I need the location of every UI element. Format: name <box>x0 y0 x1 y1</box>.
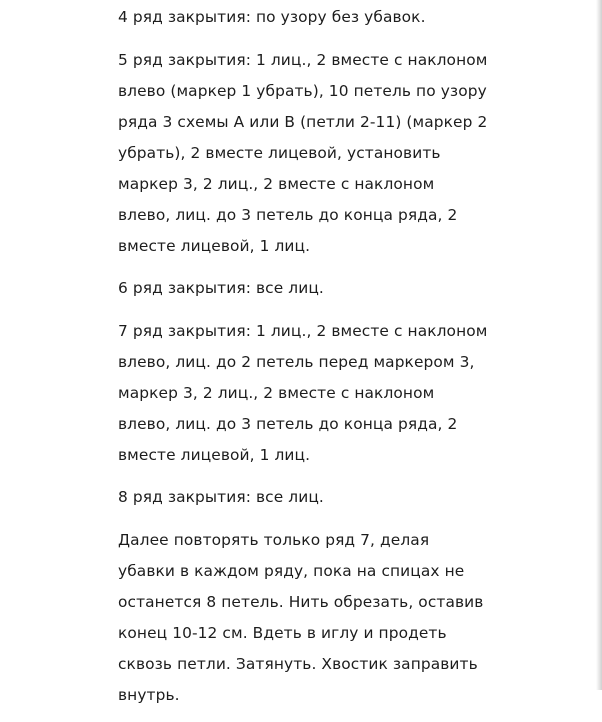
text-line: убавки в каждом ряду, пока на спицах не <box>118 562 465 580</box>
paragraph-row-8 <box>118 482 588 513</box>
paragraph-row-5 <box>118 45 588 262</box>
page-edge-shadow <box>596 0 602 690</box>
paragraph-finishing <box>118 525 588 711</box>
text-line: вместе лицевой, 1 лиц. <box>118 446 311 464</box>
text-line: останется 8 петель. Нить обрезать, оставив <box>118 593 484 611</box>
text-line: 7 ряд закрытия: 1 лиц., 2 вместе с наклоном <box>118 322 488 340</box>
text-line: внутрь. <box>118 686 180 704</box>
text-line: Далее повторять только ряд 7, делая <box>118 531 430 549</box>
text-line: вместе лицевой, 1 лиц. <box>118 237 311 255</box>
paragraph-row-6 <box>118 273 588 304</box>
text-line: убрать), 2 вместе лицевой, установить <box>118 144 441 162</box>
text-line: влево, лиц. до 3 петель до конца ряда, 2 <box>118 206 458 224</box>
paragraph-row-4 <box>118 2 588 33</box>
text-line: маркер 3, 2 лиц., 2 вместе с наклоном <box>118 384 435 402</box>
text-line: сквозь петли. Затянуть. Хвостик заправить <box>118 655 478 673</box>
text-line: 5 ряд закрытия: 1 лиц., 2 вместе с наклоном <box>118 51 488 69</box>
text-line: конец 10-12 см. Вдеть в иглу и продеть <box>118 624 447 642</box>
text-line: ряда 3 схемы А или В (петли 2-11) (маркер 2 <box>118 113 488 131</box>
text-line: влево, лиц. до 2 петель перед маркером 3, <box>118 353 475 371</box>
text-line: 8 ряд закрытия: все лиц. <box>118 488 324 506</box>
paragraph-row-7 <box>118 316 588 471</box>
text-line: 6 ряд закрытия: все лиц. <box>118 279 324 297</box>
instructions-text <box>118 2 588 722</box>
text-line: 4 ряд закрытия: по узору без убавок. <box>118 8 426 26</box>
text-line: влево (маркер 1 убрать), 10 петель по узору <box>118 82 487 100</box>
text-line: влево, лиц. до 3 петель до конца ряда, 2 <box>118 415 458 433</box>
text-line: маркер 3, 2 лиц., 2 вместе с наклоном <box>118 175 435 193</box>
